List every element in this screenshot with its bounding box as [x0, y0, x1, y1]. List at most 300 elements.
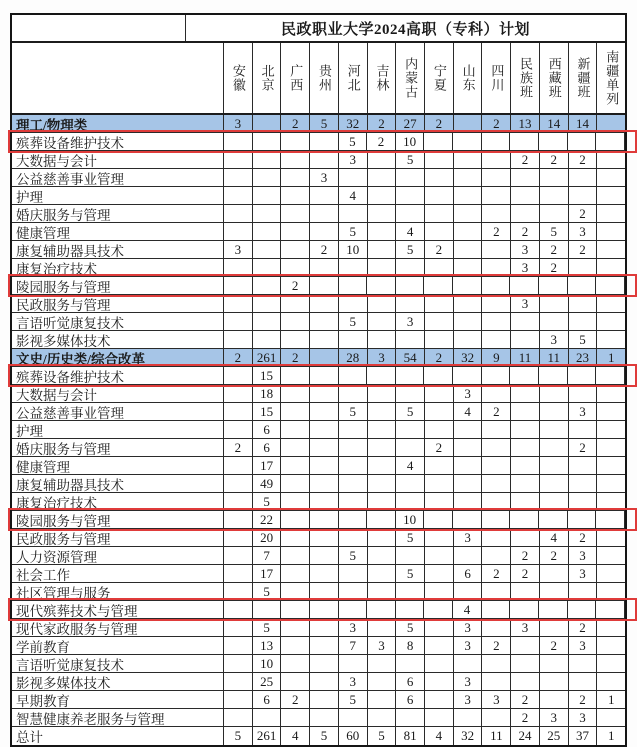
table-cell [310, 421, 339, 438]
table-cell: 2 [569, 241, 598, 258]
table-cell: 5 [253, 619, 282, 636]
table-cell [482, 169, 511, 186]
row-label: 陵园服务与管理 [12, 277, 224, 294]
table-cell [597, 457, 625, 474]
table-cell [569, 475, 598, 492]
table-cell [310, 187, 339, 204]
table-cell [597, 637, 625, 654]
table-cell [224, 565, 253, 582]
table-cell [425, 187, 454, 204]
table-cell [482, 655, 511, 672]
table-cell [224, 547, 253, 564]
table-cell [511, 493, 540, 510]
table-cell [482, 205, 511, 222]
table-cell: 2 [511, 547, 540, 564]
table-cell [454, 331, 483, 348]
table-cell [424, 367, 453, 384]
table-cell: 5 [396, 565, 425, 582]
table-cell: 13 [511, 115, 540, 132]
table-cell [224, 709, 253, 726]
row-label: 人力资源管理 [12, 547, 224, 564]
table-cell: 6 [396, 691, 425, 708]
table-cell [454, 655, 483, 672]
table-cell [224, 511, 253, 528]
table-cell [425, 565, 454, 582]
row-label: 大数据与会计 [12, 151, 224, 168]
table-cell [224, 277, 253, 294]
table-cell: 28 [339, 349, 368, 366]
table-cell: 10 [339, 241, 368, 258]
table-cell [367, 511, 396, 528]
table-cell [540, 673, 569, 690]
table-cell [454, 439, 483, 456]
table-cell: 14 [540, 115, 569, 132]
table-cell [224, 403, 253, 420]
table-cell [510, 367, 539, 384]
table-cell: 15 [253, 367, 282, 384]
table-cell: 5 [540, 223, 569, 240]
table-cell [540, 475, 569, 492]
table-row [12, 529, 625, 547]
table-cell: 10 [396, 133, 425, 150]
table-cell: 3 [569, 223, 598, 240]
table-cell [425, 457, 454, 474]
table-cell [281, 511, 310, 528]
table-cell [224, 367, 253, 384]
table-cell [224, 493, 253, 510]
table-cell [568, 367, 597, 384]
table-cell: 2 [425, 115, 454, 132]
table-cell: 2 [281, 349, 310, 366]
table-cell [368, 583, 397, 600]
table-cell: 261 [253, 349, 282, 366]
table-cell [339, 331, 368, 348]
table-cell [597, 565, 625, 582]
table-cell: 2 [367, 133, 396, 150]
table-cell [425, 205, 454, 222]
table-cell [253, 313, 282, 330]
table-cell [368, 259, 397, 276]
table-cell [310, 133, 339, 150]
table-cell [482, 295, 511, 312]
table-cell: 2 [482, 565, 511, 582]
table-cell [511, 385, 540, 402]
table-cell [396, 583, 425, 600]
table-cell: 5 [339, 313, 368, 330]
table-cell [569, 259, 598, 276]
table-cell: 7 [339, 637, 368, 654]
table-cell: 2 [425, 439, 454, 456]
table-cell [396, 601, 425, 618]
table-cell: 2 [511, 691, 540, 708]
table-cell [368, 403, 397, 420]
table-row [12, 565, 625, 583]
table-cell [424, 133, 453, 150]
table-cell [425, 673, 454, 690]
table-cell: 37 [569, 727, 598, 745]
table-cell [511, 475, 540, 492]
table-cell [396, 295, 425, 312]
table-cell [597, 205, 625, 222]
table-cell [425, 655, 454, 672]
table-cell: 2 [540, 259, 569, 276]
table-cell [482, 673, 511, 690]
table-cell [597, 655, 625, 672]
table-cell [281, 367, 310, 384]
table-cell [482, 421, 511, 438]
table-cell [368, 421, 397, 438]
table-cell [253, 295, 282, 312]
row-label: 公益慈善事业管理 [12, 403, 224, 420]
table-title-row [12, 15, 625, 43]
table-cell [596, 601, 625, 618]
table-cell [368, 439, 397, 456]
table-cell [597, 709, 625, 726]
table-cell [482, 583, 511, 600]
table-cell [368, 709, 397, 726]
table-cell [425, 529, 454, 546]
row-label: 康复辅助器具技术 [12, 241, 224, 258]
table-cell: 5 [253, 583, 282, 600]
table-cell: 5 [339, 403, 368, 420]
table-cell [281, 457, 310, 474]
table-cell [482, 529, 511, 546]
table-cell: 20 [253, 529, 282, 546]
table-cell: 2 [482, 403, 511, 420]
table-cell: 261 [253, 727, 282, 745]
table-cell [596, 511, 625, 528]
table-cell: 32 [339, 115, 368, 132]
table-cell [454, 151, 483, 168]
table-cell [367, 601, 396, 618]
row-label: 影视多媒体技术 [12, 331, 224, 348]
table-row [12, 205, 625, 223]
table-cell: 3 [310, 169, 339, 186]
table-cell: 5 [396, 403, 425, 420]
table-cell: 11 [482, 727, 511, 745]
column-header: 南疆单列 [604, 50, 620, 106]
table-row [12, 367, 625, 385]
table-cell: 5 [396, 529, 425, 546]
table-row [12, 619, 625, 637]
table-cell [281, 475, 310, 492]
table-cell [425, 691, 454, 708]
title-spacer-cell [12, 15, 186, 41]
table-row [12, 709, 625, 727]
table-cell [540, 169, 569, 186]
table-cell [367, 367, 396, 384]
table-cell: 3 [224, 241, 253, 258]
table-cell [310, 583, 339, 600]
table-cell: 5 [396, 619, 425, 636]
section-header-label: 理工/物理类 [12, 115, 224, 132]
table-cell: 18 [253, 385, 282, 402]
row-label: 民政服务与管理 [12, 529, 224, 546]
table-cell: 6 [454, 565, 483, 582]
table-cell: 3 [224, 115, 253, 132]
row-label: 护理 [12, 187, 224, 204]
table-cell [597, 259, 625, 276]
table-cell [339, 457, 368, 474]
table-cell [569, 187, 598, 204]
table-cell [339, 511, 368, 528]
table-cell [569, 169, 598, 186]
table-cell [511, 655, 540, 672]
table-cell [568, 277, 597, 294]
table-cell [482, 187, 511, 204]
table-cell [454, 547, 483, 564]
table-cell [253, 331, 282, 348]
table-cell [454, 421, 483, 438]
table-cell [396, 475, 425, 492]
table-cell [510, 277, 539, 294]
table-cell: 2 [482, 223, 511, 240]
table-cell [597, 151, 625, 168]
table-cell [540, 205, 569, 222]
table-cell [539, 277, 568, 294]
table-cell [511, 637, 540, 654]
table-cell [368, 241, 397, 258]
table-cell [368, 295, 397, 312]
table-cell [339, 439, 368, 456]
table-row [12, 151, 625, 169]
table-cell [310, 529, 339, 546]
table-cell [339, 493, 368, 510]
row-label: 康复治疗技术 [12, 493, 224, 510]
column-header: 宁夏 [425, 43, 454, 113]
table-cell [482, 241, 511, 258]
table-cell: 4 [453, 601, 482, 618]
table-cell [310, 547, 339, 564]
table-row [12, 655, 625, 673]
table-cell: 3 [454, 673, 483, 690]
row-label: 婚庆服务与管理 [12, 205, 224, 222]
table-cell [310, 475, 339, 492]
column-header: 山东 [454, 43, 483, 113]
table-cell [425, 259, 454, 276]
table-cell [511, 673, 540, 690]
table-row [12, 259, 625, 277]
table-cell [454, 313, 483, 330]
table-row [12, 331, 625, 349]
table-cell: 3 [339, 673, 368, 690]
table-row [12, 547, 625, 565]
table-cell [454, 241, 483, 258]
table-cell [224, 223, 253, 240]
total-row [12, 727, 625, 745]
table-cell [281, 421, 310, 438]
table-cell [425, 313, 454, 330]
table-cell [482, 331, 511, 348]
table-cell [425, 709, 454, 726]
table-cell [540, 403, 569, 420]
table-cell [597, 295, 625, 312]
table-cell: 32 [454, 727, 483, 745]
table-cell [396, 259, 425, 276]
column-header: 河北 [339, 43, 368, 113]
table-cell: 2 [281, 277, 310, 294]
table-cell [368, 475, 397, 492]
table-cell: 2 [540, 547, 569, 564]
table-cell [339, 475, 368, 492]
table-cell: 4 [396, 223, 425, 240]
table-cell [396, 331, 425, 348]
table-cell [281, 151, 310, 168]
plan-table [10, 13, 627, 747]
table-cell [310, 565, 339, 582]
table-cell: 10 [253, 655, 282, 672]
table-cell [253, 601, 282, 618]
table-cell [510, 601, 539, 618]
table-cell: 2 [569, 205, 598, 222]
table-cell: 8 [396, 637, 425, 654]
table-cell [281, 385, 310, 402]
table-cell [224, 655, 253, 672]
table-cell [396, 277, 425, 294]
table-cell: 2 [281, 115, 310, 132]
row-label: 早期教育 [12, 691, 224, 708]
row-label: 学前教育 [12, 637, 224, 654]
table-cell: 2 [425, 349, 454, 366]
table-cell: 2 [368, 115, 397, 132]
table-cell [454, 295, 483, 312]
table-cell [540, 565, 569, 582]
table-cell: 2 [482, 637, 511, 654]
table-cell [511, 331, 540, 348]
table-cell: 5 [396, 241, 425, 258]
table-cell [368, 547, 397, 564]
row-label: 现代家政服务与管理 [12, 619, 224, 636]
table-cell: 17 [253, 565, 282, 582]
table-cell [482, 439, 511, 456]
table-cell: 6 [396, 673, 425, 690]
table-row [12, 457, 625, 475]
table-cell: 3 [454, 529, 483, 546]
row-label: 殡葬设备维护技术 [12, 133, 224, 150]
table-cell [597, 169, 625, 186]
table-cell: 4 [339, 187, 368, 204]
table-cell: 17 [253, 457, 282, 474]
table-cell [540, 691, 569, 708]
table-cell [540, 385, 569, 402]
table-cell [597, 403, 625, 420]
table-cell [310, 313, 339, 330]
table-cell [224, 133, 253, 150]
table-cell [453, 511, 482, 528]
table-cell [310, 439, 339, 456]
plan-table-rows [12, 115, 625, 745]
table-cell [281, 223, 310, 240]
table-cell [339, 295, 368, 312]
table-cell [568, 601, 597, 618]
table-cell [224, 169, 253, 186]
table-cell [224, 673, 253, 690]
table-cell [396, 385, 425, 402]
column-header: 西藏班 [540, 43, 569, 113]
table-cell [310, 277, 339, 294]
table-cell [281, 673, 310, 690]
table-cell [310, 223, 339, 240]
table-cell: 2 [540, 637, 569, 654]
table-cell [425, 223, 454, 240]
table-cell [281, 133, 310, 150]
table-cell [539, 511, 568, 528]
table-cell: 2 [540, 241, 569, 258]
table-cell [597, 331, 625, 348]
table-cell [310, 385, 339, 402]
table-cell [597, 547, 625, 564]
table-cell: 14 [569, 115, 598, 132]
table-cell: 15 [253, 403, 282, 420]
table-cell [511, 583, 540, 600]
table-cell: 3 [454, 619, 483, 636]
table-cell: 3 [454, 385, 483, 402]
table-cell: 2 [569, 439, 598, 456]
table-cell [597, 385, 625, 402]
table-cell [454, 259, 483, 276]
corner-cell [12, 43, 224, 113]
table-cell: 6 [253, 439, 282, 456]
table-cell [454, 493, 483, 510]
table-cell: 2 [281, 691, 310, 708]
table-cell [368, 205, 397, 222]
table-cell [368, 655, 397, 672]
table-cell [511, 403, 540, 420]
table-cell [597, 421, 625, 438]
table-cell: 3 [368, 637, 397, 654]
table-row [12, 439, 625, 457]
table-cell: 1 [607, 728, 615, 743]
table-cell [368, 187, 397, 204]
table-cell [310, 259, 339, 276]
table-row [12, 295, 625, 313]
table-cell: 32 [454, 349, 483, 366]
table-cell [253, 133, 282, 150]
table-cell: 2 [569, 529, 598, 546]
table-cell [339, 421, 368, 438]
table-cell [596, 367, 625, 384]
row-label: 大数据与会计 [12, 385, 224, 402]
table-row [12, 583, 625, 601]
table-cell [569, 493, 598, 510]
table-cell [224, 691, 253, 708]
table-cell: 3 [511, 259, 540, 276]
table-cell: 11 [511, 349, 540, 366]
table-cell [253, 259, 282, 276]
table-cell [310, 691, 339, 708]
table-cell [425, 421, 454, 438]
table-cell [310, 205, 339, 222]
column-header: 安徽 [224, 43, 253, 113]
table-cell [454, 475, 483, 492]
row-label: 陵园服务与管理 [12, 511, 224, 528]
table-cell [339, 385, 368, 402]
table-cell [540, 583, 569, 600]
table-cell [539, 133, 568, 150]
table-cell [253, 205, 282, 222]
table-cell [281, 169, 310, 186]
table-cell: 3 [569, 565, 598, 582]
table-cell [596, 133, 625, 150]
table-cell: 25 [253, 673, 282, 690]
table-cell [569, 457, 598, 474]
table-cell [454, 709, 483, 726]
table-cell [482, 277, 511, 294]
table-cell [425, 475, 454, 492]
table-cell: 5 [339, 133, 368, 150]
table-cell [540, 439, 569, 456]
table-cell: 6 [253, 691, 282, 708]
